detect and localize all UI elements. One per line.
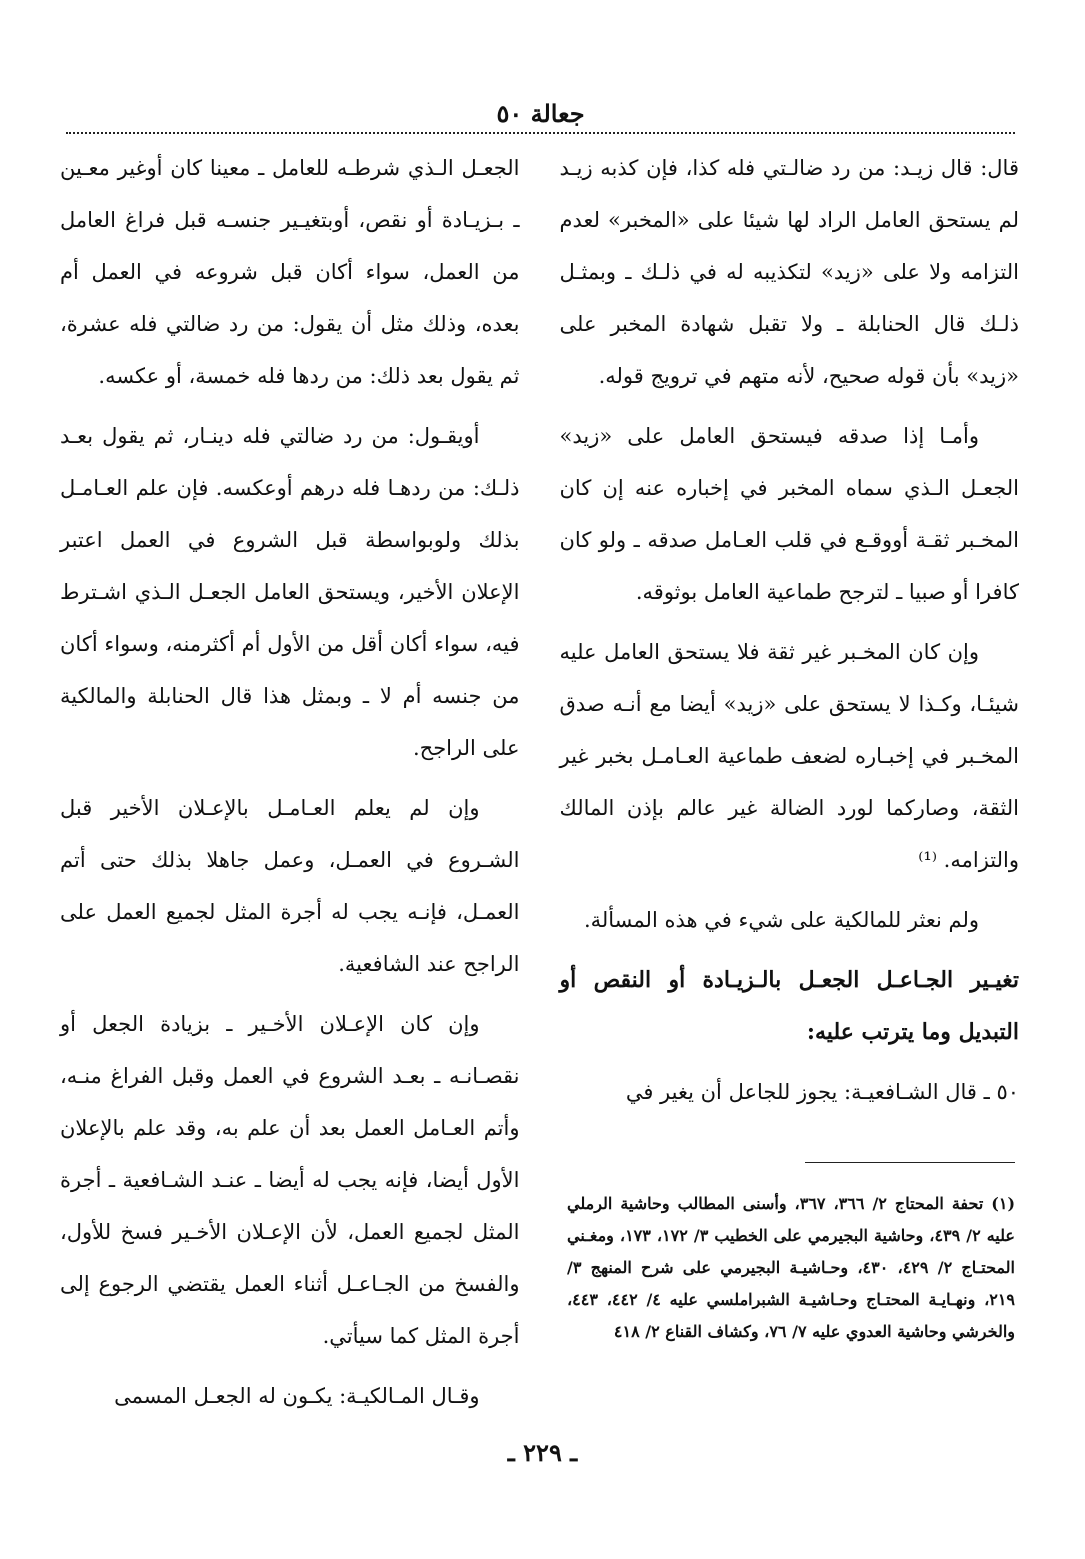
left-column [60,142,520,1430]
running-header [66,82,1015,134]
footnote: (١) تحفة المحتاج ٢/ ٣٦٦، ٣٦٧، وأسنى المطالب وحاشية الرملي عليه ٢/ ٤٣٩، وحاشية البجيرمي على الخطيب ٣/ ١٧٢، ١٧٣، ومغـني المحتـاج ٢/ ٤٢٩، ٤٣٠، وحـاشيـة البجيرمي على شرح المنهج ٣/ ٢١٩، ونهـايـة المحتـاج وحـاشيـة الشبراملسي عليه ٤/ ٤٤٢، ٤٤٣، والخرشي وحاشية العدوي عليه ٧/ ٧٦، وكشاف القناع ٢/ ٤١٨ [567,1194,1016,1341]
right-paragraph-3: وإن كان المخـبر غير ثقة فلا يستحق العامل عليه شيئـا، وكـذا لا يستحق على «زيد» أيضا مع أنـه صدق المخـبر في إخبـاره لضعف طماعية العـامـل بخبر غير الثقة، وصاركما لورد الضالة غير عالم بإذن المالك والتزامه. ⁽¹⁾ [559,640,1019,872]
right-paragraph-2: وأمـا إذا صدقه فيستحق العامل على «زيد» الجعـل الـذي سماه المخبر في إخباره عنه إن كان المخـبر ثقـة أووقـع في قلب العـامل صدقه ـ ولو كان كافرا أو صبيا ـ لترجح طماعية العامل بوثوقه. [559,424,1019,604]
right-paragraph-4: ولم نعثر للمالكية على شيء في هذه المسألة. [583,908,979,932]
left-paragraph-3: وإن لم يعلم العـامـل بالإعـلان الأخير قبل الشـروع في العمـل، وعمل جاهلا بذلك حتى أتم العمـل، فإنـه يجب له أجرة المثل لجميع العمل على الراجح عند الشافعية. [60,796,520,976]
footnote-divider [805,1162,1015,1163]
left-paragraph-4: وإن كان الإعـلان الأخـير ـ بزيادة الجعل أو نقصـانـه ـ بعـد الشروع في العمل وقبل الفراغ منـه، وأتم العـامل العمل بعد أن علم به، وقد علم بالإعلان الأول أيضا، فإنه يجب له أيضا ـ عنـد الشـافعية ـ أجرة المثل لجميع العمل، لأن الإعـلان الأخـير فسخ للأول، والفسخ من الجـاعـل أثناء العمل يقتضي الرجوع إلى أجرة المثل كما سيأتي. [60,1012,520,1348]
left-paragraph-5: وقـال المـالكيـة: يكـون له الجعـل المسمى [114,1384,480,1408]
left-paragraph-1: الجعـل الـذي شرطـه للعامل ـ معينا كان أوغير معـين ـ بـزيـادة أو نقص، أوبتغيـير جنسـه قبل فراغ العامل من العمل، سواء أكان قبل شروعه في العمل أم بعده، وذلك مثل أن يقول: من رد ضالتي فله عشرة، ثم يقول بعد ذلك: من ردها فله خمسة، أو عكسه. [60,156,520,388]
right-paragraph-5: ٥٠ ـ قال الشـافعيـة: يجوز للجاعل أن يغير في [625,1080,1019,1104]
section-heading: تغيـير الجـاعـل الجعـل بالـزيـادة أو النقص أو التبديل وما يترتب عليه: [559,967,1019,1045]
header-title: جعالة ٥٠ [496,99,585,128]
right-paragraph-1: قال: قال زيـد: من رد ضالـتي فله كذا، فإن كذبه زيـد لم يستحق العامل الراد لها شيئا على «المخبر» لعدم التزامه ولا على «زيد» لتكذيبه له في ذلـك ـ وبمثـل ذلـك قال الحنابلة ـ ولا تقبل شهادة المخبر على «زيد» بأن قوله صحيح، لأنه متهم في ترويج قوله. [559,156,1019,388]
left-paragraph-2: أويقـول: من رد ضالتي فله دينـار، ثم يقول بعـد ذلـك: من ردهـا فله درهم أوعكسه. فإن علم العـامـل بذلك ولوبواسطة قبل الشروع في العمل اعتبر الإعلان الأخير، ويستحق العامل الجعـل الـذي اشـترط فيه، سواء أكان أقل من الأول أم أكثرمنه، وسواء أكان من جنسه أم لا ـ وبمثل هذا قال الحنابلة والمالكية على الراجح. [60,424,520,760]
page-number: ـ ٢٢٩ ـ [507,1438,578,1467]
